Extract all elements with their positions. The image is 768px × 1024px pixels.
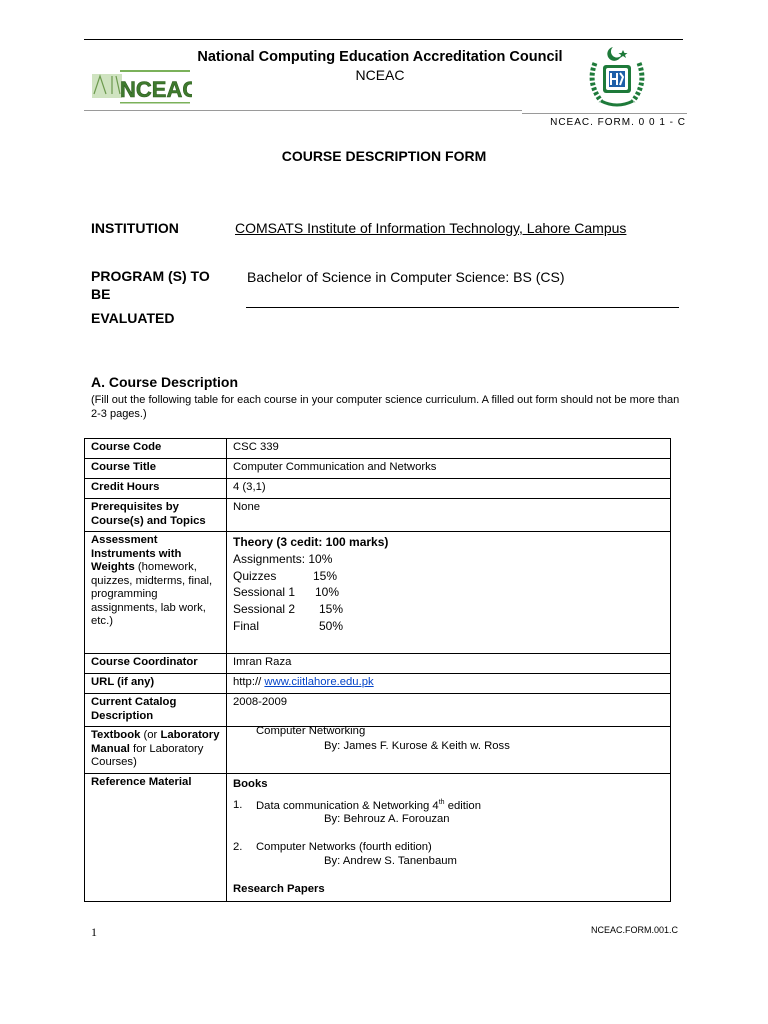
table-row xyxy=(85,774,671,902)
table-row xyxy=(85,439,671,459)
prerequisites-value: None xyxy=(227,499,671,532)
textbook-label xyxy=(85,727,227,774)
nceac-logo xyxy=(90,66,192,106)
assessment-item xyxy=(233,618,664,635)
url-value xyxy=(227,674,671,694)
table-row xyxy=(85,532,671,654)
reference-book-2 xyxy=(233,841,664,855)
book1-title-end: edition xyxy=(444,799,481,812)
assessment-item-name: Quizzes xyxy=(233,568,277,583)
institution-value: COMSATS Institute of Information Technology, Lahore Campus xyxy=(235,220,627,236)
page-number: 1 xyxy=(91,925,97,939)
table-row xyxy=(85,499,671,532)
credit-hours-value: 4 (3,1) xyxy=(227,479,671,499)
book2-title: Computer Networks (fourth edition) xyxy=(256,841,432,854)
assessment-item-weight: 10% xyxy=(308,551,333,566)
assessment-item-weight: 15% xyxy=(319,602,344,617)
reference-book-1 xyxy=(233,796,664,813)
table-row xyxy=(85,654,671,674)
assessment-item xyxy=(233,568,664,585)
book1-title: Data communication & Networking 4 xyxy=(256,799,439,812)
book2-author: By: Andrew S. Tanenbaum xyxy=(324,854,457,867)
assessment-item xyxy=(233,551,664,568)
assessment-item-name: Assignments: xyxy=(233,551,306,566)
section-a-heading: A. Course Description xyxy=(91,374,239,390)
table-row xyxy=(85,674,671,694)
assessment-label-bold: Assessment Instruments with Weights xyxy=(91,534,182,573)
book2-number: 2. xyxy=(233,841,243,854)
textbook-title: Computer Networking xyxy=(256,725,366,737)
form-title: COURSE DESCRIPTION FORM xyxy=(281,148,487,164)
textbook-label-text: (or xyxy=(140,729,161,741)
program-label-line1: PROGRAM (S) TO xyxy=(91,268,210,284)
assessment-item-name: Final xyxy=(233,618,260,633)
footer-form-code: NCEAC.FORM.001.C xyxy=(590,925,678,935)
course-title-value: Computer Communication and Networks xyxy=(227,459,671,479)
assessment-label xyxy=(85,532,227,654)
assessment-item-weight: 50% xyxy=(319,618,344,633)
credit-hours-label: Credit Hours xyxy=(85,479,227,499)
assessment-item-name: Sessional 2 xyxy=(233,602,296,617)
coordinator-value: Imran Raza xyxy=(227,654,671,674)
program-value: Bachelor of Science in Computer Science: BS (CS) xyxy=(247,269,565,285)
catalog-value: 2008-2009 xyxy=(227,694,671,727)
book1-superscript: th xyxy=(438,798,445,806)
textbook-label-text2: for Laboratory Courses) xyxy=(91,742,204,768)
program-underline xyxy=(246,307,679,308)
lab-manual-label-bold: Laboratory Manual xyxy=(91,729,220,755)
course-code-label: Course Code xyxy=(85,439,227,459)
table-row xyxy=(85,479,671,499)
textbook-label-bold: Textbook xyxy=(91,729,141,741)
assessment-item xyxy=(233,584,664,601)
council-name: National Computing Education Accreditation Council xyxy=(197,49,563,65)
council-abbreviation: NCEAC xyxy=(355,67,405,83)
section-a-instructions: (Fill out the following table for each course in your computer science curriculum. A filled out form should not be more than 2-3 pages.) xyxy=(91,394,680,420)
assessment-item xyxy=(233,601,664,618)
header-bottom-rule xyxy=(84,110,522,111)
table-row xyxy=(85,727,671,774)
catalog-label: Current Catalog Description xyxy=(85,694,227,727)
table-row xyxy=(85,694,671,727)
reference-label: Reference Material xyxy=(85,774,227,902)
form-number-header: NCEAC. FORM. 0 0 1 - C xyxy=(550,117,686,128)
program-label-line3: EVALUATED xyxy=(91,310,175,326)
assessment-item-weight: 10% xyxy=(315,585,340,600)
prerequisites-label: Prerequisites by Course(s) and Topics xyxy=(85,499,227,532)
book1-number: 1. xyxy=(233,799,243,812)
textbook-author: By: James F. Kurose & Keith w. Ross xyxy=(324,739,510,752)
reference-value xyxy=(227,774,671,902)
textbook-value xyxy=(227,727,671,774)
form-no-rule xyxy=(522,113,687,114)
table-row xyxy=(85,459,671,479)
assessment-item-weight: 15% xyxy=(313,568,338,583)
theory-heading: Theory (3 cedit: 100 marks) xyxy=(233,535,389,549)
course-description-table xyxy=(84,438,671,902)
program-label-line2: BE xyxy=(91,286,111,302)
hec-emblem-logo xyxy=(585,43,649,109)
url-label: URL (if any) xyxy=(85,674,227,694)
assessment-label-detail: (homework, quizzes, midterms, final, programming assignments, lab work, etc.) xyxy=(91,561,213,627)
book1-author: By: Behrouz A. Forouzan xyxy=(324,812,450,825)
coordinator-label: Course Coordinator xyxy=(85,654,227,674)
institution-label: INSTITUTION xyxy=(91,220,179,236)
header-top-rule xyxy=(84,39,683,40)
url-prefix: http:// xyxy=(233,676,265,688)
course-title-label: Course Title xyxy=(85,459,227,479)
nceac-logo-text: NCEAC xyxy=(120,77,192,102)
course-website-link[interactable]: www.ciitlahore.edu.pk xyxy=(264,676,374,688)
assessment-value xyxy=(227,532,671,654)
course-code-value: CSC 339 xyxy=(227,439,671,459)
research-papers-heading: Research Papers xyxy=(233,883,325,896)
assessment-item-name: Sessional 1 xyxy=(233,585,296,600)
books-heading: Books xyxy=(233,778,268,790)
